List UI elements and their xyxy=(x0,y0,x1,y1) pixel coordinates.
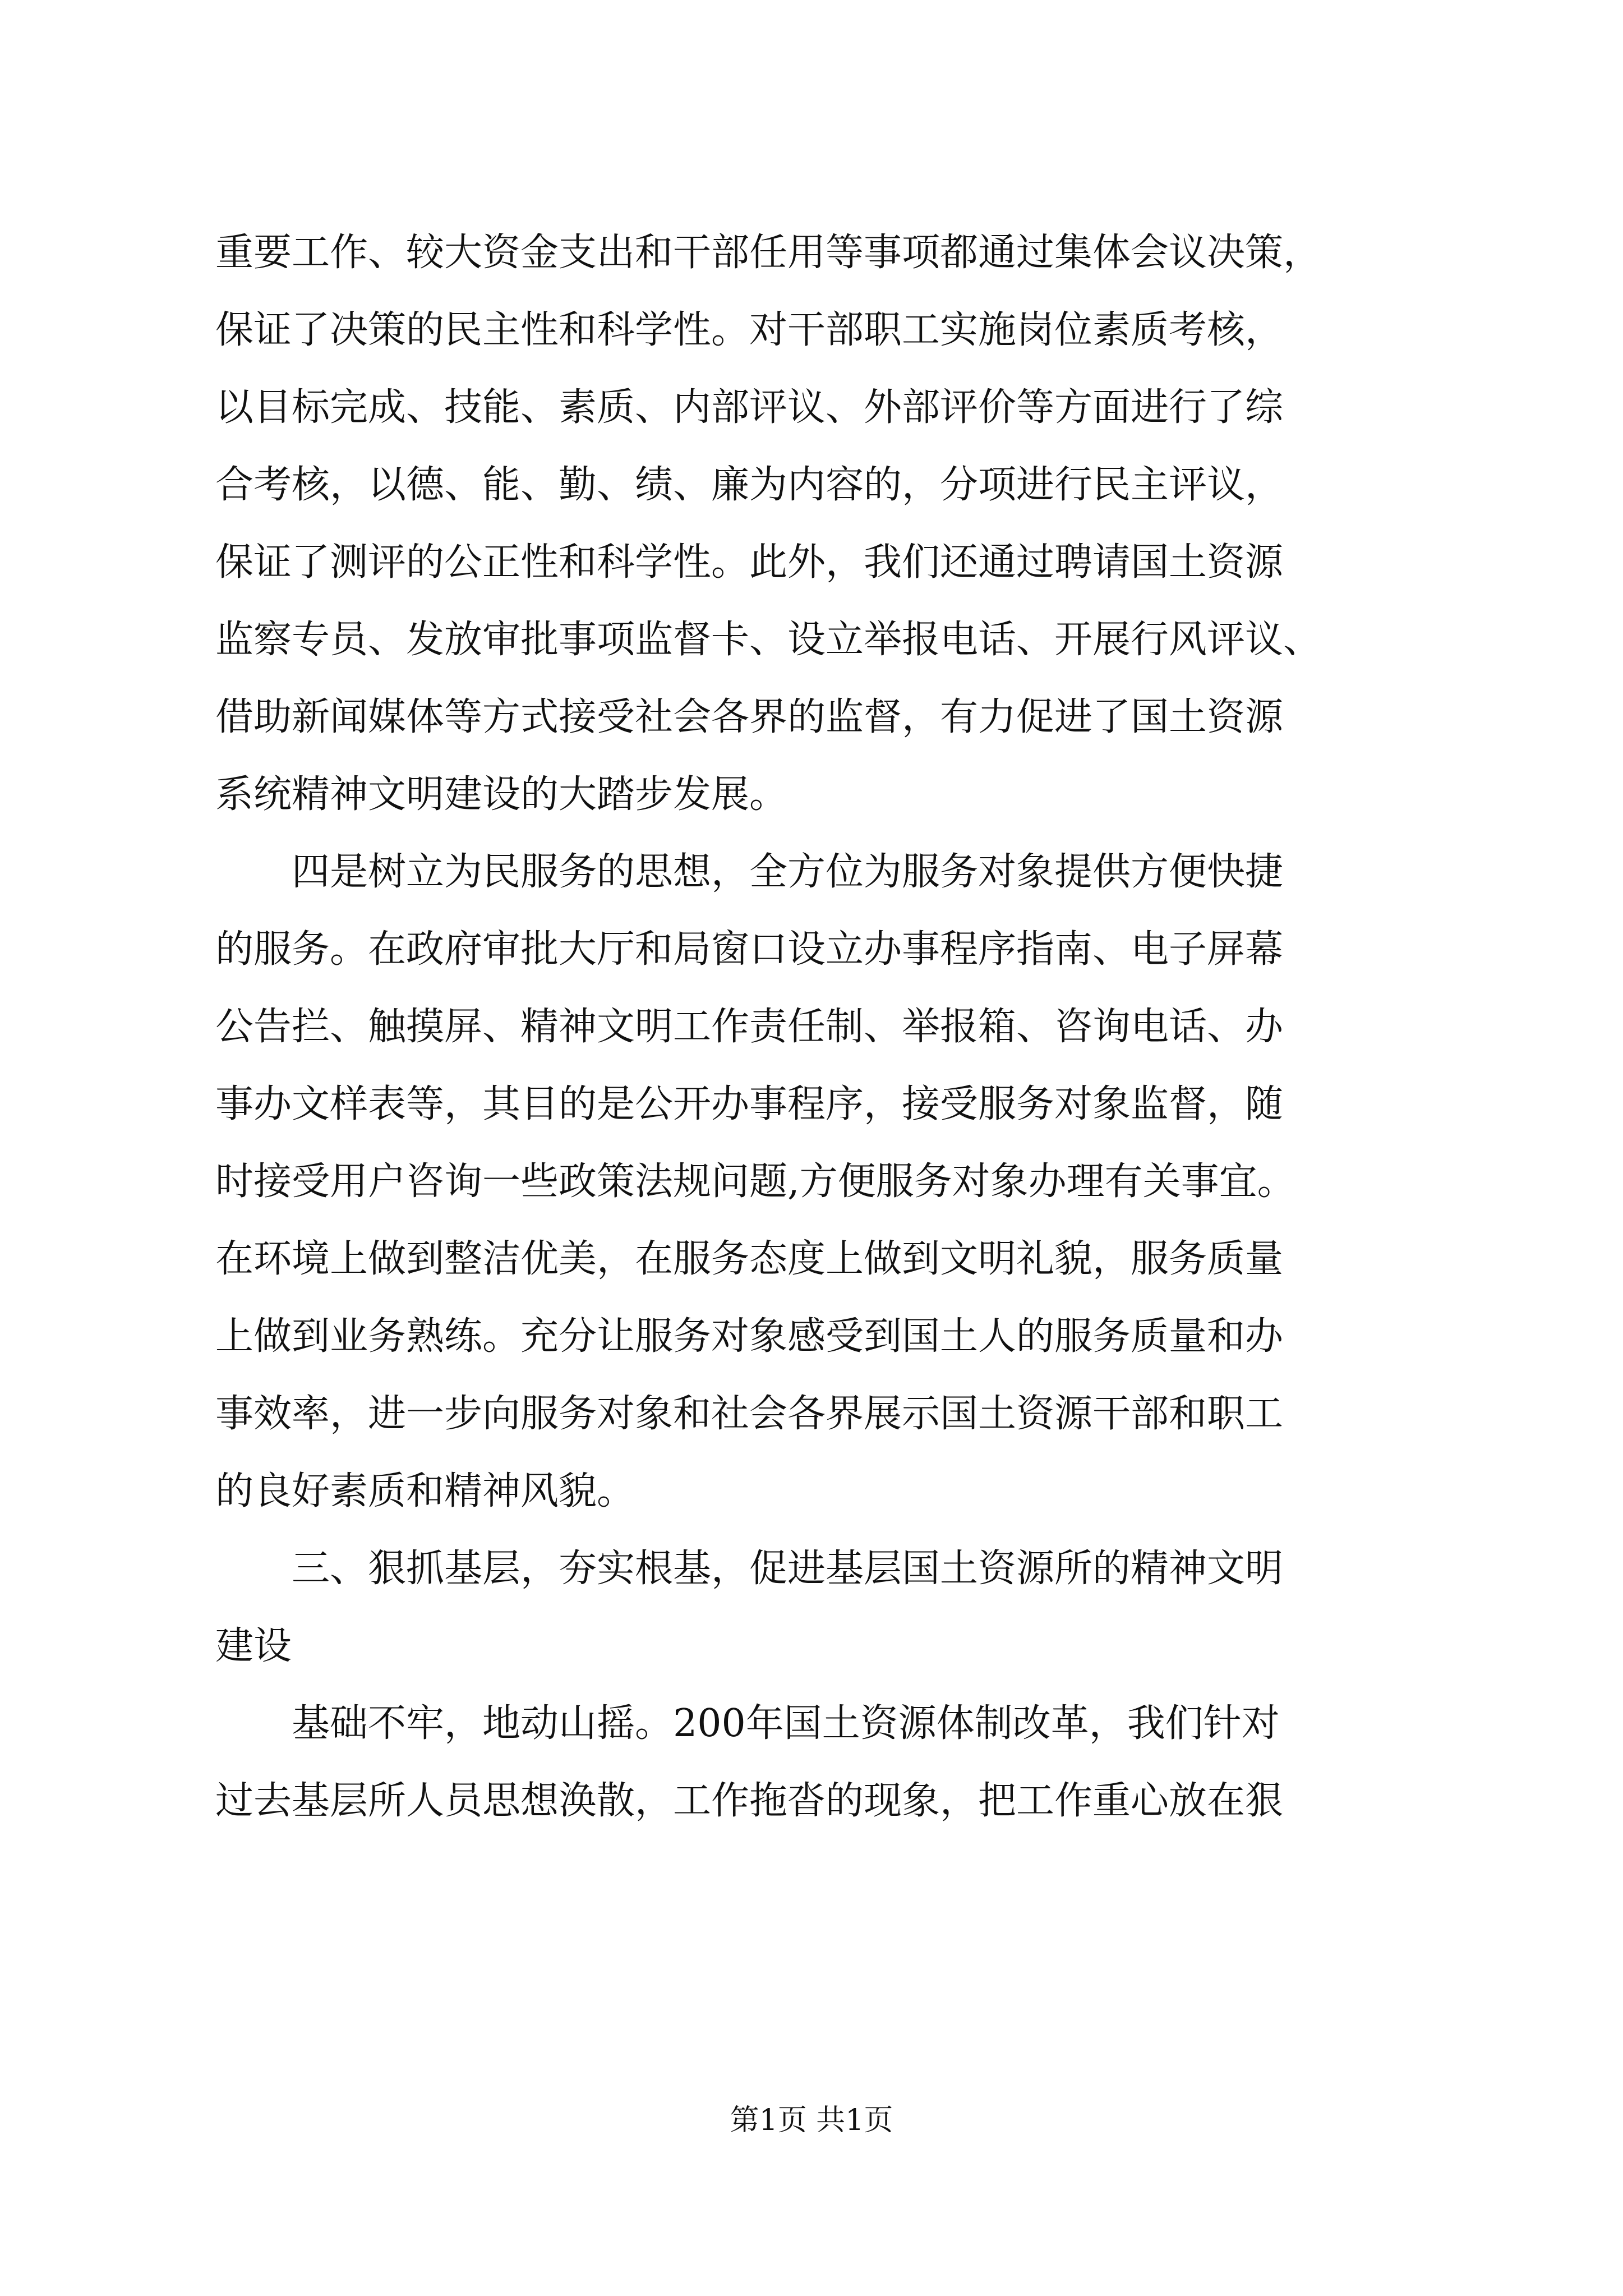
section-heading-continuation: 建设 xyxy=(215,1624,292,1668)
paragraph-first-line: 四是树立为民服务的思想，全方位为服务对象提供方便快捷 xyxy=(292,850,1284,894)
text-line: 以目标完成、技能、素质、内部评议、外部评价等方面进行了综 xyxy=(215,385,1284,430)
text-line: 保证了决策的民主性和科学性。对干部职工实施岗位素质考核， xyxy=(215,308,1284,352)
text-line: 过去基层所人员思想涣散，工作拖沓的现象，把工作重心放在狠 xyxy=(215,1779,1284,1823)
text-line: 时接受用户咨询一些政策法规问题,方便服务对象办理有关事宜。 xyxy=(215,1159,1295,1204)
section-heading: 三、狠抓基层，夯实根基，促进基层国土资源所的精神文明 xyxy=(292,1547,1284,1591)
text-line: 事办文样表等，其目的是公开办事程序，接受服务对象监督，随 xyxy=(215,1082,1284,1126)
text-line: 保证了测评的公正性和科学性。此外，我们还通过聘请国土资源 xyxy=(215,540,1284,585)
text-line: 借助新闻媒体等方式接受社会各界的监督，有力促进了国土资源 xyxy=(215,695,1284,739)
page-footer: 第1页 共1页 xyxy=(730,2104,893,2137)
paragraph-first-line: 基础不牢，地动山摇。200年国土资源体制改革，我们针对 xyxy=(292,1701,1280,1746)
text-line: 上做到业务熟练。充分让服务对象感受到国土人的服务质量和办 xyxy=(215,1314,1284,1359)
text-line: 在环境上做到整洁优美，在服务态度上做到文明礼貌，服务质量 xyxy=(215,1237,1284,1281)
text-line: 的良好素质和精神风貌。 xyxy=(215,1469,635,1513)
text-line: 合考核，以德、能、勤、绩、廉为内容的，分项进行民主评议， xyxy=(215,463,1284,507)
text-line: 事效率，进一步向服务对象和社会各界展示国土资源干部和职工 xyxy=(215,1392,1284,1436)
text-line: 监察专员、发放审批事项监督卡、设立举报电话、开展行风评议、 xyxy=(215,618,1322,662)
text-line: 系统精神文明建设的大踏步发展。 xyxy=(215,772,788,817)
text-line: 公告拦、触摸屏、精神文明工作责任制、举报箱、咨询电话、办 xyxy=(215,1005,1284,1049)
text-line: 重要工作、较大资金支出和干部任用等事项都通过集体会议决策， xyxy=(215,231,1322,275)
text-line: 的服务。在政府审批大厅和局窗口设立办事程序指南、电子屏幕 xyxy=(215,927,1284,972)
